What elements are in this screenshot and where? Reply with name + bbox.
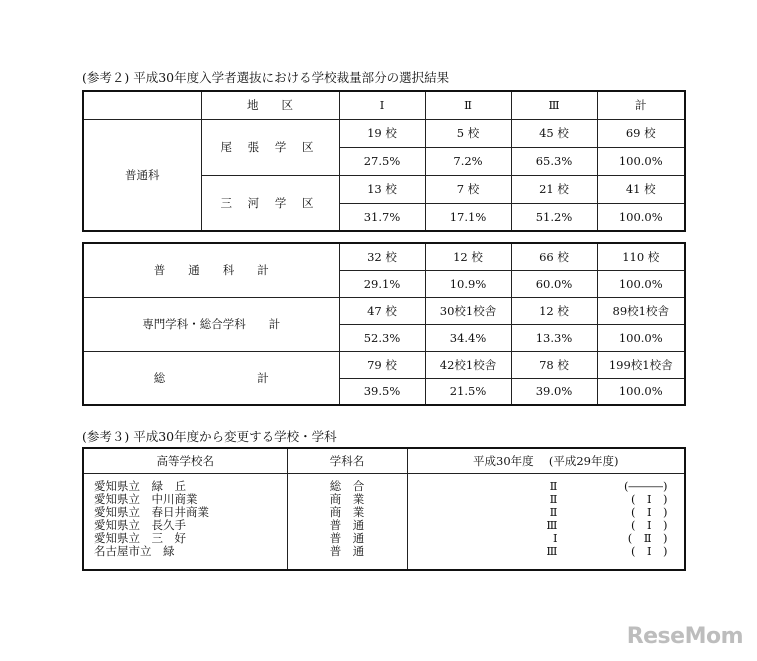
owari-district-label: 尾 張 学 区	[201, 119, 339, 175]
school-name: 愛知県立 長久手	[94, 518, 186, 532]
percent-cell: 100.0%	[597, 324, 685, 351]
y30-value: Ⅲ	[546, 518, 558, 532]
specialized-total-label: 専門学科・総合学科 計	[83, 297, 339, 351]
ref2-heading: (参考２) 平成30年度入学者選抜における学校裁量部分の選択結果	[82, 70, 450, 85]
count-cell: 79 校	[339, 351, 425, 378]
school-name: 愛知県立 中川商業	[94, 492, 198, 506]
y30-value: Ⅱ	[549, 492, 558, 506]
percent-cell: 52.3%	[339, 324, 425, 351]
percent-cell: 29.1%	[339, 270, 425, 297]
percent-cell: 100.0%	[597, 270, 685, 297]
y30-value: Ⅱ	[549, 505, 558, 519]
summary-totals-table	[82, 242, 686, 406]
table-header-row	[83, 448, 685, 474]
count-cell: 199校1校舎	[597, 351, 685, 378]
department-name: 普 通	[329, 531, 365, 545]
count-cell: 45 校	[511, 119, 597, 147]
table-row	[83, 119, 685, 147]
percent-cell: 21.5%	[425, 378, 511, 405]
year-column	[407, 474, 685, 570]
type-3-header: Ⅲ	[511, 91, 597, 119]
school-name-column	[83, 474, 287, 570]
department-header: 学科名	[287, 448, 407, 474]
table-row	[83, 351, 685, 378]
percent-cell: 10.9%	[425, 270, 511, 297]
school-name-header: 高等学校名	[83, 448, 287, 474]
table-header-row	[83, 91, 685, 119]
y29-value: (―――)	[624, 479, 668, 493]
count-cell: 47 校	[339, 297, 425, 324]
department-name: 普 通	[329, 518, 365, 532]
table-row	[83, 297, 685, 324]
count-cell: 66 校	[511, 243, 597, 270]
type-1-header: Ⅰ	[339, 91, 425, 119]
count-cell: 5 校	[425, 119, 511, 147]
department-name: 商 業	[329, 505, 365, 519]
blank-header-cell	[83, 91, 201, 119]
school-name: 愛知県立 春日井商業	[94, 505, 209, 519]
percent-cell: 7.2%	[425, 147, 511, 175]
count-cell: 19 校	[339, 119, 425, 147]
y29-value: ( Ⅰ )	[630, 492, 668, 506]
department-column	[287, 474, 407, 570]
percent-cell: 13.3%	[511, 324, 597, 351]
school-name: 愛知県立 三 好	[94, 531, 186, 545]
count-cell: 42校1校舎	[425, 351, 511, 378]
count-cell: 89校1校舎	[597, 297, 685, 324]
percent-cell: 60.0%	[511, 270, 597, 297]
year-entry	[408, 545, 685, 558]
percent-cell: 27.5%	[339, 147, 425, 175]
mikawa-district-label: 三 河 学 区	[201, 175, 339, 231]
department-name: 総 合	[329, 479, 365, 493]
count-cell: 69 校	[597, 119, 685, 147]
selection-results-table	[82, 90, 686, 232]
y30-value: Ⅱ	[549, 479, 558, 493]
total-header: 計	[597, 91, 685, 119]
count-cell: 78 校	[511, 351, 597, 378]
count-cell: 32 校	[339, 243, 425, 270]
year-header: 平成30年度 (平成29年度)	[407, 448, 685, 474]
count-cell: 13 校	[339, 175, 425, 203]
percent-cell: 65.3%	[511, 147, 597, 175]
count-cell: 12 校	[425, 243, 511, 270]
percent-cell: 100.0%	[597, 203, 685, 231]
percent-cell: 39.5%	[339, 378, 425, 405]
percent-cell: 100.0%	[597, 378, 685, 405]
futsuka-total-label: 普 通 科 計	[83, 243, 339, 297]
y30-value: Ⅲ	[546, 544, 558, 558]
percent-cell: 100.0%	[597, 147, 685, 175]
y29-value: ( Ⅱ )	[627, 531, 668, 545]
y29-value: ( Ⅰ )	[630, 518, 668, 532]
percent-cell: 51.2%	[511, 203, 597, 231]
type-2-header: Ⅱ	[425, 91, 511, 119]
ref3-heading: (参考３) 平成30年度から変更する学校・学科	[82, 429, 337, 444]
count-cell: 110 校	[597, 243, 685, 270]
school-name: 愛知県立 緑 丘	[94, 479, 186, 493]
percent-cell: 17.1%	[425, 203, 511, 231]
y29-value: ( Ⅰ )	[630, 505, 668, 519]
count-cell: 21 校	[511, 175, 597, 203]
y30-value: Ⅰ	[552, 531, 558, 545]
grand-total-label: 総 計	[83, 351, 339, 405]
count-cell: 12 校	[511, 297, 597, 324]
count-cell: 41 校	[597, 175, 685, 203]
area-header: 地 区	[201, 91, 339, 119]
futsuka-label: 普通科	[83, 119, 201, 231]
department-name: 普 通	[329, 544, 365, 558]
resemom-logo: ReseMom	[626, 624, 743, 649]
school-list-body	[83, 474, 685, 570]
school-name: 名古屋市立 緑	[94, 544, 175, 558]
count-cell: 7 校	[425, 175, 511, 203]
percent-cell: 31.7%	[339, 203, 425, 231]
percent-cell: 34.4%	[425, 324, 511, 351]
y29-value: ( Ⅰ )	[630, 544, 668, 558]
table-row	[83, 243, 685, 270]
count-cell: 30校1校舎	[425, 297, 511, 324]
school-change-table	[82, 447, 686, 571]
percent-cell: 39.0%	[511, 378, 597, 405]
department-name: 商 業	[329, 492, 365, 506]
